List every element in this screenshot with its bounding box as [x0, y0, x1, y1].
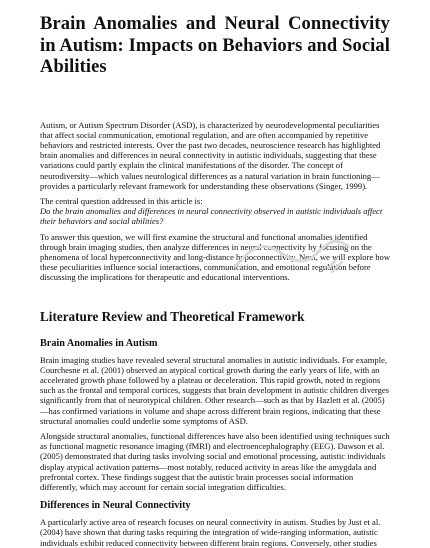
title-spacer	[40, 79, 390, 120]
subsection-heading-neural-connectivity: Differences in Neural Connectivity	[40, 500, 191, 512]
section-heading-literature-review: Literature Review and Theoretical Framework	[40, 308, 305, 324]
brain-anomalies-paragraph-1: Brain imaging studies have revealed several structural anomalies in autistic individuals. For example, Courchesne et al. (2001) observed an atypical cortical growth during the early years of life, with an accelerated growth phase followed by a plateau or deceleration. This rapid growth, noted in regions such as the frontal and temporal cortices, suggests that brain development in autistic children diverges significantly from that of neurotypical children. Other research—such as that by Hazlett et al. (2005)—has confirmed variations in volume and shape across different brain regions, indicating that these structural anomalies could underlie some symptoms of ASD.	[40, 354, 389, 426]
intro-paragraph-1: Autism, or Autism Spectrum Disorder (ASD), is characterized by neurodevelopmental peculiarities that affect social communication, emotional regulation, and are often accompanied by repetitive behaviors and restricted interests. Over the past two decades, neuroscience research has highlighted brain anomalies and differences in neural connectivity in autistic individuals, suggesting that these variations could partly explain the clinical manifestations of the disorder. The concept of neurodiversity—which values neurological differences as a natural variation in brain functioning—provides a particularly relevant framework for understanding these observations (Singer, 1999).	[40, 119, 381, 191]
central-question: Do the brain anomalies and differences in neural connectivity observed in autistic individuals affect their behaviors and social abilities?	[40, 206, 383, 227]
neural-connectivity-paragraph-1: A particularly active area of research focuses on neural connectivity in autism. Studies by Just et al. (2004) have shown that during tasks requiring the integration of wide-ranging information, autistic individuals exhibit reduced connectivity between different brain regions. Conversely, other studies	[40, 517, 381, 548]
brain-anomalies-paragraph-2: Alongside structural anomalies, functional differences have also been identified using techniques such as functional magnetic resonance imaging (fMRI) and electroencephalography (EEG). Dawson et al. (2005) demonstrated that during tasks involving social and emotional processing, autistic individuals display atypical activation patterns—most notably, reduced activity in areas like the amygdala and prefrontal cortex. These findings suggest that the autistic brain processes social information differently, which may account for certain social integration difficulties.	[40, 430, 390, 492]
subsection-heading-brain-anomalies: Brain Anomalies in Autism	[40, 337, 158, 349]
document-page	[40, 14, 390, 548]
question-label: The central question addressed in this article is:	[40, 195, 203, 206]
intro-paragraph-3: To answer this question, we will first examine the structural and functional anomalies identified through brain imaging studies, then analyze differences in neural connectivity by focusing on the phenomena of local hyperconnectivity and long-distance hypoconnectivity. Next, we will explore how these peculiarities influence social interactions, communication, and emotional regulation before discussing the implications for therapeutic and educational interventions.	[40, 231, 391, 283]
paper-title: Brain Anomalies and Neural Connectivity in Autism: Impacts on Behaviors and Social Abilities	[40, 14, 390, 77]
